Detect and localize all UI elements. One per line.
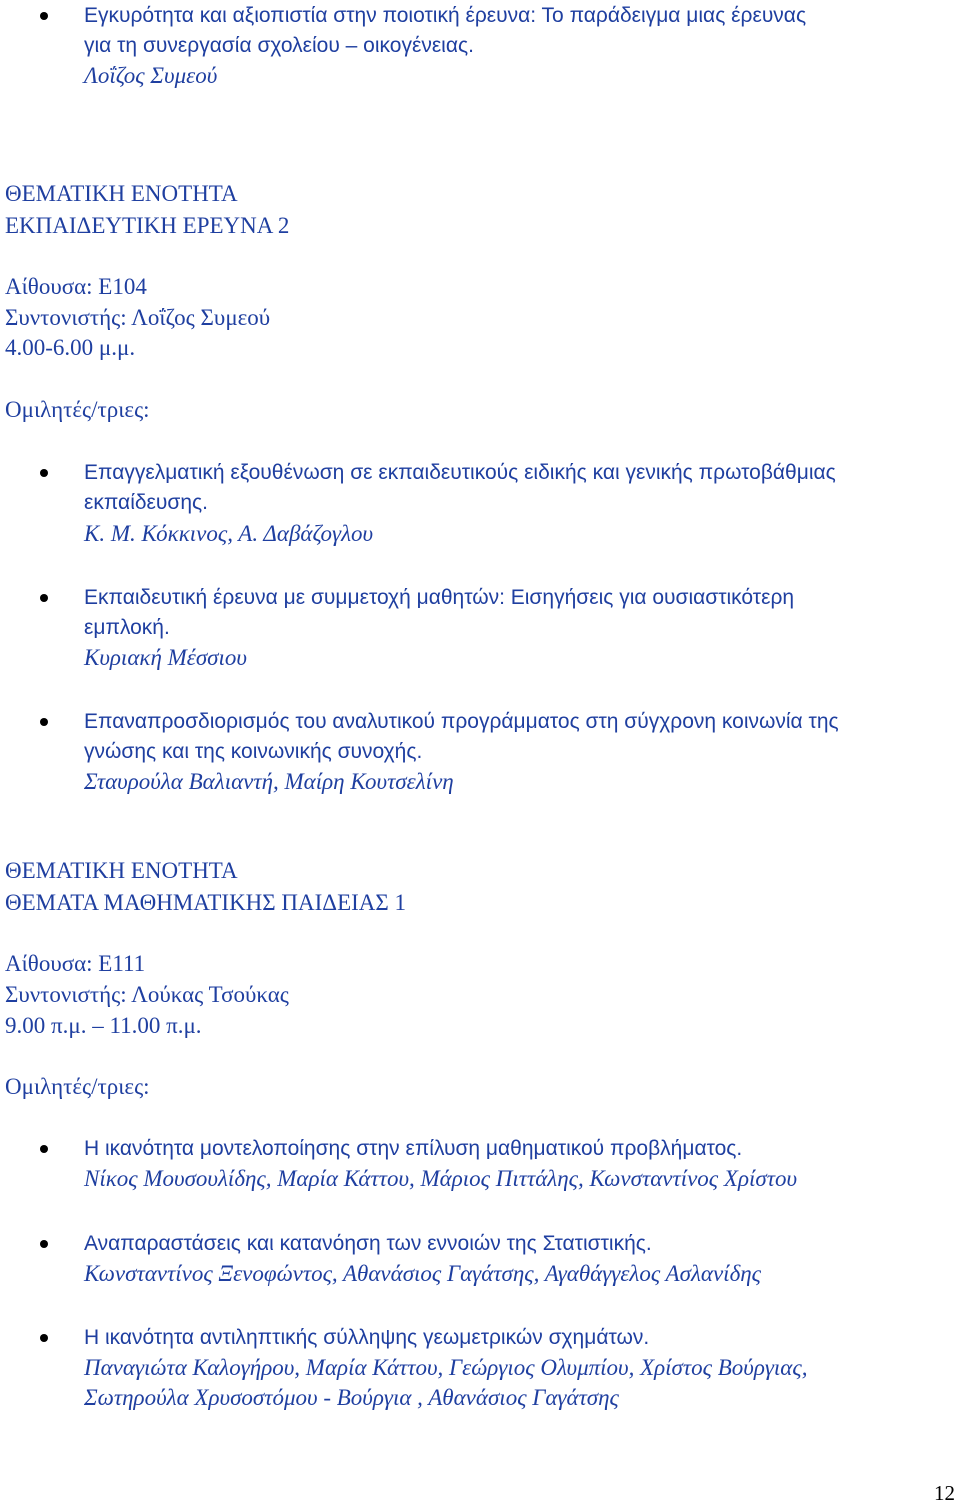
section-heading: ΘΕΜΑΤΙΚΗ ΕΝΟΤΗΤΑ bbox=[5, 858, 238, 883]
paper-title: εμπλοκή. bbox=[84, 616, 170, 639]
coordinator-label: Συντονιστής: Λούκας Τσούκας bbox=[5, 982, 289, 1007]
paper-title: εκπαίδευσης. bbox=[84, 491, 208, 514]
section-title: ΕΚΠΑΙΔΕΥΤΙΚΗ ΕΡΕΥΝΑ 2 bbox=[5, 213, 290, 238]
paper-title: Η ικανότητα αντιληπτικής σύλληψης γεωμετρικών σχημάτων. bbox=[84, 1326, 650, 1349]
bullet-marker bbox=[40, 1145, 48, 1153]
paper-authors: Κωνσταντίνος Ξενοφώντος, Αθανάσιος Γαγάτσης, Αγαθάγγελος Ασλανίδης bbox=[84, 1261, 762, 1286]
paper-authors: Κ. Μ. Κόκκινος, Α. Δαβάζογλου bbox=[84, 521, 374, 546]
paper-title: γνώσης και της κοινωνικής συνοχής. bbox=[84, 740, 423, 763]
bullet-marker bbox=[40, 1334, 48, 1342]
section-heading: ΘΕΜΑΤΙΚΗ ΕΝΟΤΗΤΑ bbox=[5, 181, 238, 206]
bullet-marker bbox=[40, 594, 48, 602]
bullet-marker bbox=[40, 1240, 48, 1248]
paper-title: για τη συνεργασία σχολείου – οικογένειας. bbox=[84, 34, 474, 57]
speakers-label: Ομιλητές/τριες: bbox=[5, 1074, 150, 1099]
speakers-label: Ομιλητές/τριες: bbox=[5, 397, 150, 422]
paper-title: Εγκυρότητα και αξιοπιστία στην ποιοτική έρευνα: Το παράδειγμα μιας έρευνας bbox=[84, 4, 807, 27]
section-title: ΘΕΜΑΤΑ ΜΑΘΗΜΑΤΙΚΗΣ ΠΑΙΔΕΙΑΣ 1 bbox=[5, 890, 407, 915]
bullet-marker bbox=[40, 718, 48, 726]
paper-title: Επαγγελματική εξουθένωση σε εκπαιδευτικούς ειδικής και γενικής πρωτοβάθμιας bbox=[84, 461, 836, 484]
paper-authors: Σταυρούλα Βαλιαντή, Μαίρη Κουτσελίνη bbox=[84, 769, 454, 794]
paper-title: Η ικανότητα μοντελοποίησης στην επίλυση μαθηματικού προβλήματος. bbox=[84, 1137, 743, 1160]
paper-authors: Κυριακή Μέσσιου bbox=[84, 645, 247, 670]
bullet-marker bbox=[40, 12, 48, 20]
paper-authors: Παναγιώτα Καλογήρου, Μαρία Κάττου, Γεώργιος Ολυμπίου, Χρίστος Βούργιας, bbox=[84, 1355, 808, 1380]
paper-title: Αναπαραστάσεις και κατανόηση των εννοιών της Στατιστικής. bbox=[84, 1232, 652, 1255]
paper-authors: Λοΐζος Συμεού bbox=[84, 63, 218, 88]
page-number: 12 bbox=[934, 1481, 955, 1505]
paper-title: Επαναπροσδιορισμός του αναλυτικού προγράμματος στη σύγχρονη κοινωνία της bbox=[84, 710, 839, 733]
room-label: Αίθουσα: Ε111 bbox=[5, 951, 146, 976]
time-label: 4.00-6.00 μ.μ. bbox=[5, 335, 136, 360]
time-label: 9.00 π.μ. – 11.00 π.μ. bbox=[5, 1013, 202, 1038]
bullet-marker bbox=[40, 469, 48, 477]
paper-authors: Νίκος Μουσουλίδης, Μαρία Κάττου, Μάριος Πιττάλης, Κωνσταντίνος Χρίστου bbox=[84, 1166, 797, 1191]
paper-authors: Σωτηρούλα Χρυσοστόμου - Βούργια , Αθανάσιος Γαγάτσης bbox=[84, 1385, 619, 1410]
paper-title: Εκπαιδευτική έρευνα με συμμετοχή μαθητών: Εισηγήσεις για ουσιαστικότερη bbox=[84, 586, 795, 609]
coordinator-label: Συντονιστής: Λοΐζος Συμεού bbox=[5, 305, 271, 330]
room-label: Αίθουσα: Ε104 bbox=[5, 274, 147, 299]
